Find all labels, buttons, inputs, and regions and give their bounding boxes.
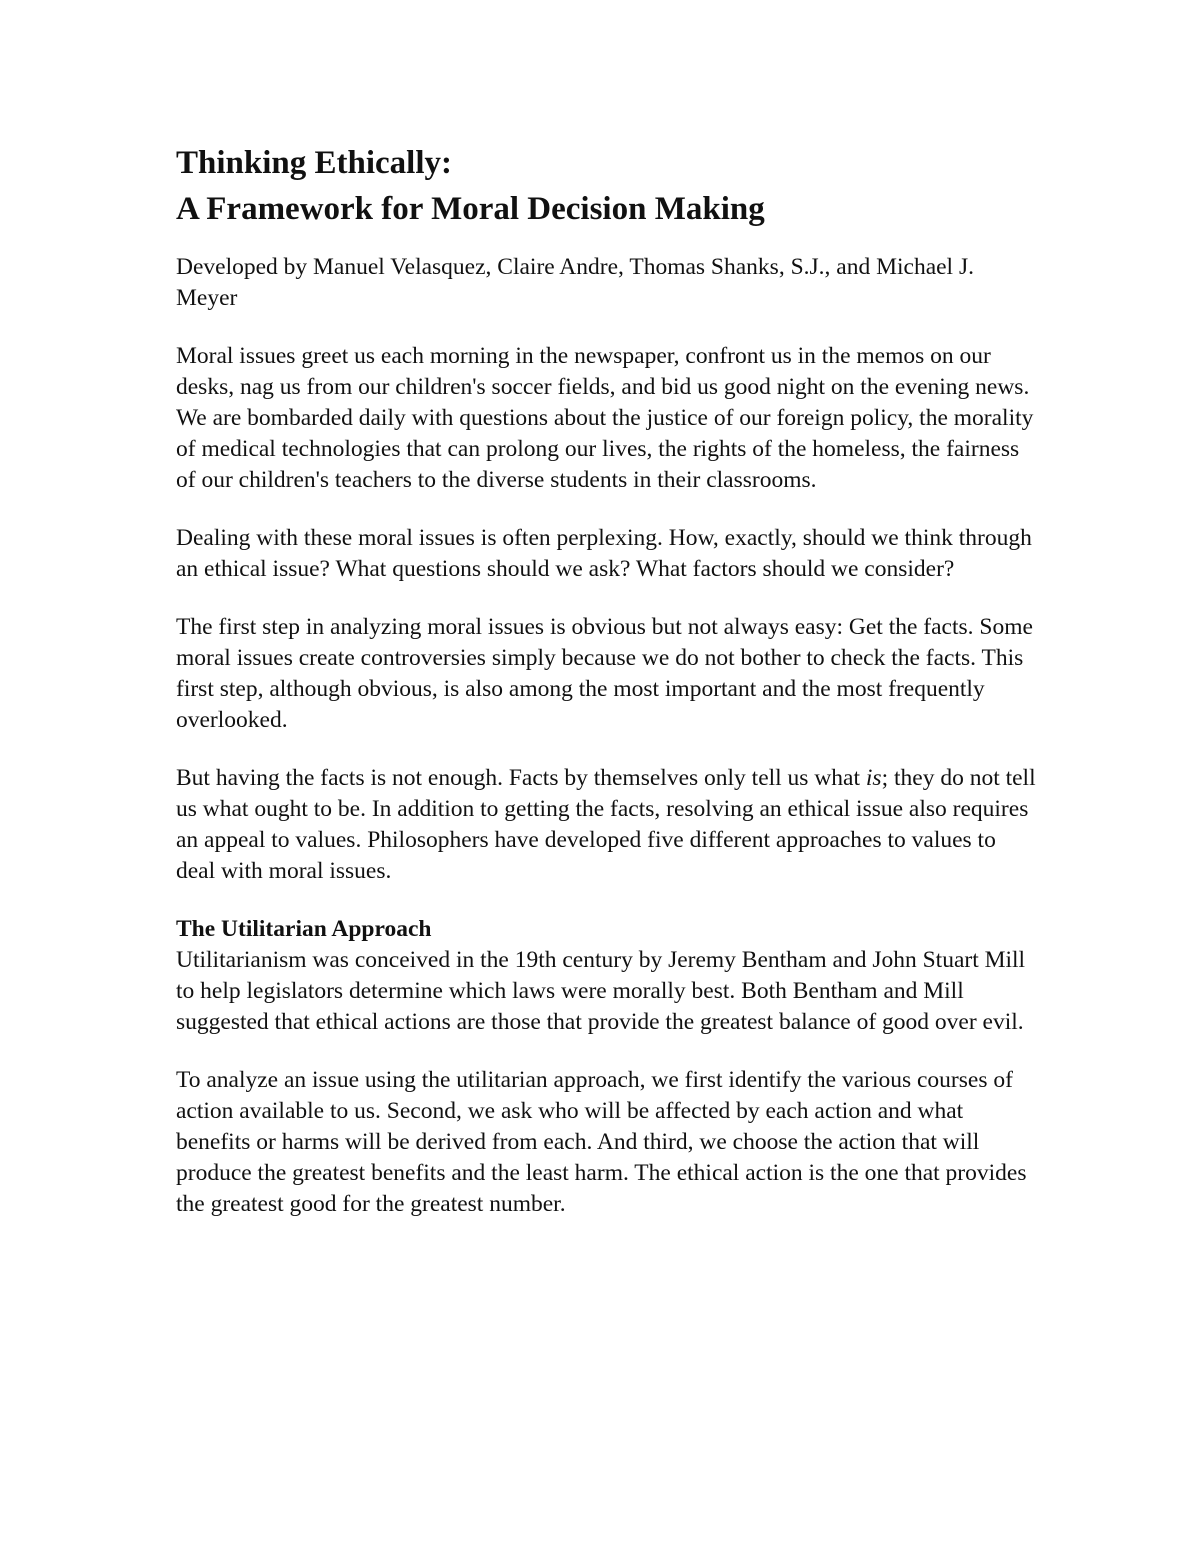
utilitarian-section [176,914,1036,1220]
byline: Developed by Manuel Velasquez, Claire Andre, Thomas Shanks, S.J., and Michael J. Meyer [176,254,974,311]
values-italic-is: is [865,765,882,791]
title-line-2: A Framework for Moral Decision Making [176,191,765,227]
paragraph-utilitarian-origin: Utilitarianism was conceived in the 19th century by Jeremy Bentham and John Stuart Mill to help legislators determine which laws were morally best. Both Bentham and Mill suggested that ethical actions are those that provide the greatest balance of good over evil. [176,947,1026,1035]
paragraph-facts: The first step in analyzing moral issues is obvious but not always easy: Get the facts. Some moral issues create controversies simply because we do not bother to check the facts. This first step, although obvious, is also among the most important and the most frequently overlooked. [176,614,1033,733]
document-title [176,140,1036,232]
document-page [176,140,1036,1247]
title-line-1: Thinking Ethically: [176,145,453,181]
values-text-after: ; they do not tell us what ought to be. In addition to getting the facts, resolving an ethical issue also requires an appeal to values. Philosophers have developed five different approaches to values to deal with moral issues. [176,765,1036,884]
paragraph-questions: Dealing with these moral issues is often perplexing. How, exactly, should we think through an ethical issue? What questions should we ask? What factors should we consider? [176,525,1032,582]
paragraph-utilitarian-method: To analyze an issue using the utilitarian approach, we first identify the various courses of action available to us. Second, we ask who will be affected by each action and what benefits or harms will be derived from each. And third, we choose the action that will produce the greatest benefits and the least harm. The ethical action is the one that provides the greatest good for the greatest number. [176,1067,1027,1217]
paragraph-intro: Moral issues greet us each morning in the newspaper, confront us in the memos on our desks, nag us from our children's soccer fields, and bid us good night on the evening news. We are bombarded daily with questions about the justice of our foreign policy, the morality of medical technologies that can prolong our lives, the rights of the homeless, the fairness of our children's teachers to the diverse students in their classrooms. [176,343,1034,493]
paragraph-values [176,763,1036,887]
section-heading-utilitarian: The Utilitarian Approach [176,916,432,942]
values-text-before: But having the facts is not enough. Facts by themselves only tell us what [176,765,866,791]
